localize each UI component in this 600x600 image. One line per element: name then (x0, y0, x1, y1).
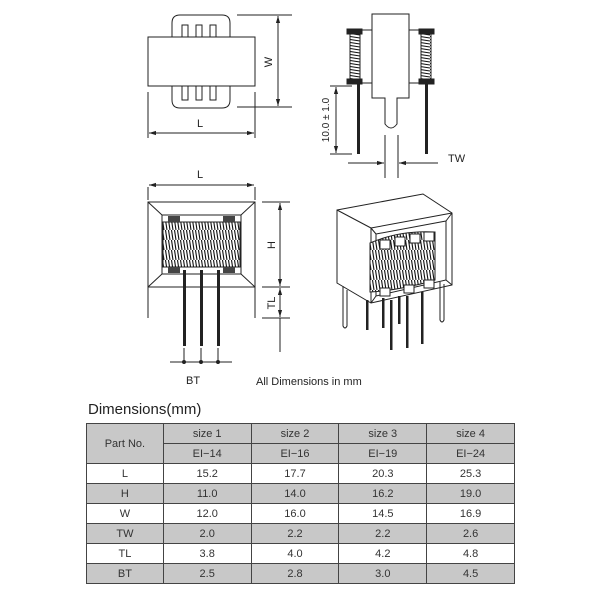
table-title: Dimensions(mm) (88, 401, 202, 418)
cell: 2.5 (163, 564, 251, 584)
table-row (87, 484, 515, 504)
cell: 2.8 (251, 564, 339, 584)
size-header: size 4 (427, 424, 515, 444)
cell: 4.0 (251, 544, 339, 564)
table-row (87, 464, 515, 484)
row-label: L (87, 464, 164, 484)
row-label: TW (87, 524, 164, 544)
front-view (148, 185, 290, 364)
side-view-terminal-width-label: TW (448, 153, 466, 165)
table-row (87, 544, 515, 564)
cell: 3.0 (339, 564, 427, 584)
side-view (330, 14, 438, 178)
row-label: W (87, 504, 164, 524)
cell: 25.3 (427, 464, 515, 484)
cell: 11.0 (163, 484, 251, 504)
cell: 2.0 (163, 524, 251, 544)
cell: 4.5 (427, 564, 515, 584)
front-view-length-label: L (197, 169, 204, 181)
top-view-width-label: W (263, 56, 275, 68)
cell: 16.0 (251, 504, 339, 524)
model-header: EI−24 (427, 444, 515, 464)
size-header: size 3 (339, 424, 427, 444)
top-view-length-label: L (197, 118, 204, 130)
row-label: BT (87, 564, 164, 584)
top-view (148, 15, 292, 138)
row-label: TL (87, 544, 164, 564)
cell: 2.2 (339, 524, 427, 544)
cell: 19.0 (427, 484, 515, 504)
dimensions-table (86, 423, 515, 584)
table-row (87, 504, 515, 524)
front-view-height-label: H (266, 241, 278, 249)
part-no-header: Part No. (87, 424, 164, 464)
cell: 2.2 (251, 524, 339, 544)
cell: 12.0 (163, 504, 251, 524)
side-view-lead-length-label: 10.0 ± 1.0 (321, 97, 332, 143)
cell: 16.2 (339, 484, 427, 504)
cell: 3.8 (163, 544, 251, 564)
front-view-terminal-length-label: TL (266, 296, 278, 310)
cell: 14.5 (339, 504, 427, 524)
cell: 2.6 (427, 524, 515, 544)
table-row (87, 524, 515, 544)
model-header: EI−19 (339, 444, 427, 464)
cell: 16.9 (427, 504, 515, 524)
isometric-view (337, 194, 452, 350)
model-header: EI−14 (163, 444, 251, 464)
cell: 20.3 (339, 464, 427, 484)
cell: 17.7 (251, 464, 339, 484)
table-header-row-sizes (87, 424, 515, 444)
cell: 4.8 (427, 544, 515, 564)
row-label: H (87, 484, 164, 504)
size-header: size 1 (163, 424, 251, 444)
cell: 4.2 (339, 544, 427, 564)
cell: 14.0 (251, 484, 339, 504)
size-header: size 2 (251, 424, 339, 444)
table-row (87, 564, 515, 584)
cell: 15.2 (163, 464, 251, 484)
model-header: EI−16 (251, 444, 339, 464)
dimensions-unit-note: All Dimensions in mm (256, 376, 362, 388)
front-view-terminal-pitch-label: BT (186, 375, 201, 387)
